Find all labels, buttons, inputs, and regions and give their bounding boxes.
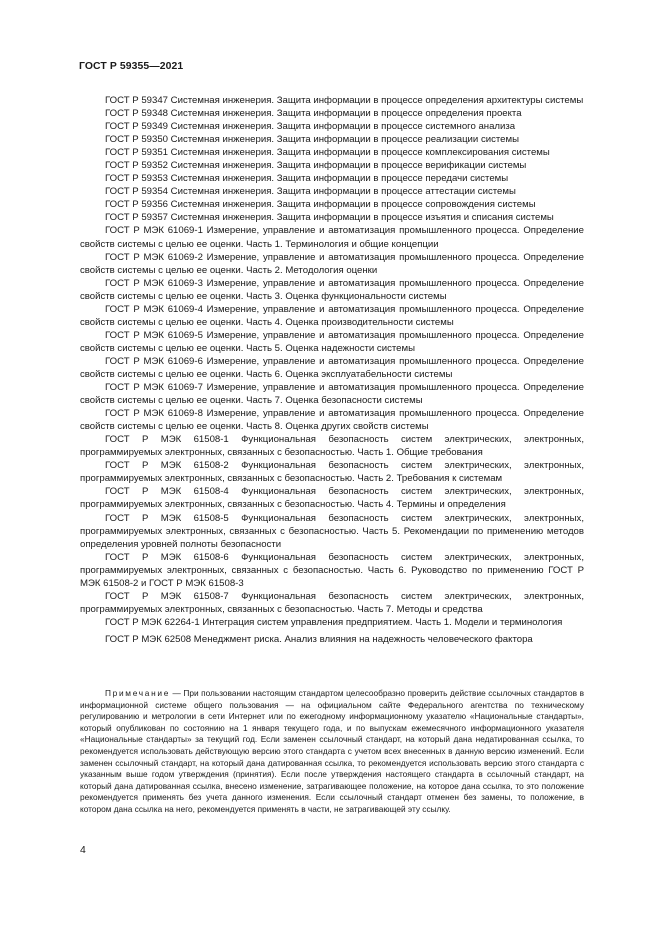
reference-item: ГОСТ Р МЭК 61069-3 Измерение, управление и автоматизация промышленного процесса. Определение свойств системы с целью ее оценки. Часть 3. Оценка функциональности системы — [80, 277, 584, 302]
reference-item: ГОСТ Р 59357 Системная инженерия. Защита информации в процессе изъятия и списания системы — [105, 212, 554, 224]
reference-item: ГОСТ Р 59352 Системная инженерия. Защита информации в процессе верификации системы — [105, 160, 527, 172]
reference-item: ГОСТ Р МЭК 61069-7 Измерение, управление и автоматизация промышленного процесса. Определение свойств системы с целью ее оценки. Часть 7. Оценка безопасности системы — [80, 382, 584, 407]
reference-item: ГОСТ Р МЭК 61508-4 Функциональная безопасность систем электрических, электронных, программируемых электронных, связанных с безопасностью. Часть 4. Термины и определения — [80, 486, 584, 511]
note-text: — При пользовании настоящим стандартом целесообразно проверить действие ссылочных стандартов в информационной системе общего пользования — на официальном сайте Федерального агентства по техническому регулированию и метрологии в сети Интернет или по ежегодному информационному указателю «Национальные стандарты», который опубликован по состоянию на 1 января текущего года, и по выпускам ежемесячного информационного указателя «Национальные стандарты» за текущий год. Если заменен ссылочный стандарт, на который дана недатированная ссылка, то рекомендуется использовать действующую версию этого стандарта с учетом всех внесенных в данную версию изменений. Если заменен ссылочный стандарт, на который дана датированная ссылка, то рекомендуется использовать версию этого стандарта с указанным выше годом утверждения (принятия). Если после утверждения настоящего стандарта в ссылочный стандарт, на который дана датированная ссылка, внесено изменение, затрагивающее положение, на которое дана ссылка, то это положение рекомендуется применять без учета данного изменения. Если ссылочный стандарт отменен без замены, то положение, в котором дана ссылка на него, рекомендуется применять в части, не затрагивающей эту ссылку. — [80, 688, 584, 814]
reference-item: ГОСТ Р 59349 Системная инженерия. Защита информации в процессе системного анализа — [105, 121, 516, 133]
reference-item: ГОСТ Р МЭК 61069-1 Измерение, управление и автоматизация промышленного процесса. Определение свойств системы с целью ее оценки. Часть 1. Терминология и общие концепции — [80, 225, 584, 250]
note-paragraph — [80, 688, 584, 816]
reference-item: ГОСТ Р МЭК 61508-2 Функциональная безопасность систем электрических, электронных, программируемых электронных, связанных с безопасностью. Часть 2. Требования к системам — [80, 460, 584, 485]
reference-item: ГОСТ Р МЭК 61069-6 Измерение, управление и автоматизация промышленного процесса. Определение свойств системы с целью ее оценки. Часть 6. Оценка эксплуатабельности системы — [80, 355, 584, 380]
reference-item: ГОСТ Р 59356 Системная инженерия. Защита информации в процессе сопровождения системы — [105, 199, 536, 211]
reference-item: ГОСТ Р 59351 Системная инженерия. Защита информации в процессе комплексирования системы — [105, 147, 550, 159]
reference-item: ГОСТ Р МЭК 61508-7 Функциональная безопасность систем электрических, электронных, программируемых электронных, связанных с безопасностью. Часть 7. Методы и средства — [80, 590, 584, 615]
reference-item: ГОСТ Р МЭК 61069-4 Измерение, управление и автоматизация промышленного процесса. Определение свойств системы с целью ее оценки. Часть 4. Оценка производительности системы — [80, 303, 584, 328]
reference-item: ГОСТ Р 59354 Системная инженерия. Защита информации в процессе аттестации системы — [105, 186, 516, 198]
reference-item: ГОСТ Р МЭК 62508 Менеджмент риска. Анализ влияния на надежность человеческого фактора — [105, 633, 533, 645]
reference-item: ГОСТ Р 59350 Системная инженерия. Защита информации в процессе реализации системы — [105, 134, 520, 146]
reference-item: ГОСТ Р МЭК 61069-8 Измерение, управление и автоматизация промышленного процесса. Определение свойств системы с целью ее оценки. Часть 8. Оценка других свойств системы — [80, 408, 584, 433]
reference-item: ГОСТ Р МЭК 61508-5 Функциональная безопасность систем электрических, электронных, программируемых электронных, связанных с безопасностью. Часть 5. Рекомендации по применению методов определения уровней полноты безопасности — [80, 512, 584, 550]
reference-item: ГОСТ Р МЭК 61069-5 Измерение, управление и автоматизация промышленного процесса. Определение свойств системы с целью ее оценки. Часть 5. Оценка надежности системы — [80, 329, 584, 354]
reference-item: ГОСТ Р МЭК 61069-2 Измерение, управление и автоматизация промышленного процесса. Определение свойств системы с целью ее оценки. Часть 2. Методология оценки — [80, 251, 584, 276]
normative-references-list — [80, 94, 584, 646]
reference-item: ГОСТ Р МЭК 61508-6 Функциональная безопасность систем электрических, электронных, программируемых электронных, связанных с безопасностью. Часть 6. Руководство по применению ГОСТ Р МЭК 61508-2 и ГОСТ Р МЭК 61508-3 — [80, 551, 584, 589]
reference-item: ГОСТ Р МЭК 61508-1 Функциональная безопасность систем электрических, электронных, программируемых электронных, связанных с безопасностью. Часть 1. Общие требования — [80, 434, 584, 459]
page-number: 4 — [80, 845, 86, 856]
reference-item: ГОСТ Р МЭК 62264-1 Интеграция систем управления предприятием. Часть 1. Модели и терминология — [105, 616, 563, 628]
reference-item: ГОСТ Р 59353 Системная инженерия. Защита информации в процессе передачи системы — [105, 173, 509, 185]
note-label: Примечание — [105, 688, 171, 698]
document-header: ГОСТ Р 59355—2021 — [79, 61, 184, 72]
reference-item: ГОСТ Р 59347 Системная инженерия. Защита информации в процессе определения архитектуры системы — [105, 95, 584, 106]
reference-item: ГОСТ Р 59348 Системная инженерия. Защита информации в процессе определения проекта — [105, 108, 522, 120]
